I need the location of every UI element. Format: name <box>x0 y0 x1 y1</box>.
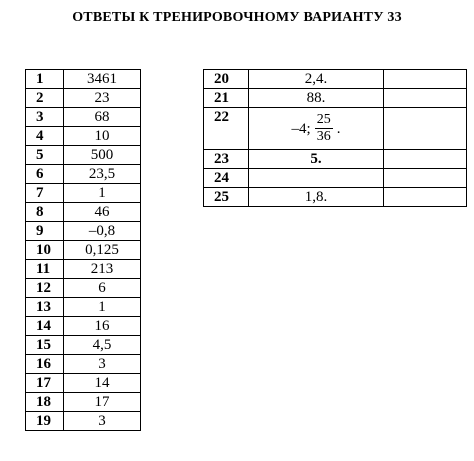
answer-value: 6 <box>64 279 141 298</box>
answer-value: 14 <box>64 374 141 393</box>
table-row <box>26 374 141 393</box>
task-number: 12 <box>26 279 64 298</box>
page-title: ОТВЕТЫ К ТРЕНИРОВОЧНОМУ ВАРИАНТУ 33 <box>72 10 402 25</box>
answer-value: 17 <box>64 393 141 412</box>
task-number: 19 <box>26 412 64 431</box>
answer-value: 23,5 <box>64 165 141 184</box>
answer-value: 1 <box>64 184 141 203</box>
table-row <box>204 70 467 89</box>
table-row <box>26 412 141 431</box>
fraction-numerator: 25 <box>316 112 331 127</box>
answer-value: 16 <box>64 317 141 336</box>
table-row <box>26 146 141 165</box>
table-row <box>26 184 141 203</box>
answer-value: 68 <box>64 108 141 127</box>
answer-value <box>249 169 384 188</box>
table-row <box>26 336 141 355</box>
answer-value: 0,125 <box>64 241 141 260</box>
answer-prefix: –4; <box>291 120 311 137</box>
answer-value: 4,5 <box>64 336 141 355</box>
answer-value: 2,4. <box>249 70 384 89</box>
answer-value: 1,8. <box>249 188 384 207</box>
table-row <box>26 355 141 374</box>
table-row <box>204 108 467 150</box>
answers-table-right <box>203 69 467 207</box>
table-row <box>26 89 141 108</box>
task-number: 25 <box>204 188 249 207</box>
fraction <box>315 112 333 145</box>
task-number: 9 <box>26 222 64 241</box>
table-row <box>26 203 141 222</box>
task-number: 3 <box>26 108 64 127</box>
task-number: 7 <box>26 184 64 203</box>
task-number: 5 <box>26 146 64 165</box>
table-row <box>26 222 141 241</box>
table-row <box>26 108 141 127</box>
table-row <box>26 393 141 412</box>
blank-cell <box>384 188 467 207</box>
task-number: 22 <box>204 108 249 150</box>
task-number: 14 <box>26 317 64 336</box>
answer-value: –0,8 <box>64 222 141 241</box>
table-row <box>26 127 141 146</box>
task-number: 8 <box>26 203 64 222</box>
blank-cell <box>384 108 467 150</box>
task-number: 17 <box>26 374 64 393</box>
answer-value: 1 <box>64 298 141 317</box>
answer-value: 3 <box>64 412 141 431</box>
answer-value: 3 <box>64 355 141 374</box>
answer-value: 88. <box>249 89 384 108</box>
answer-value: 5. <box>249 150 384 169</box>
task-number: 4 <box>26 127 64 146</box>
blank-cell <box>384 169 467 188</box>
fraction-answer <box>292 112 341 145</box>
table-row <box>26 317 141 336</box>
blank-cell <box>384 70 467 89</box>
answers-table-left <box>25 69 141 431</box>
task-number: 6 <box>26 165 64 184</box>
fraction-denominator: 36 <box>316 129 331 144</box>
answer-value: 500 <box>64 146 141 165</box>
answer-suffix: . <box>336 120 341 137</box>
task-number: 2 <box>26 89 64 108</box>
task-number: 18 <box>26 393 64 412</box>
table-row <box>204 169 467 188</box>
answer-value: 46 <box>64 203 141 222</box>
answer-value: 23 <box>64 89 141 108</box>
task-number: 23 <box>204 150 249 169</box>
answer-value <box>249 108 384 150</box>
table-row <box>204 89 467 108</box>
task-number: 10 <box>26 241 64 260</box>
task-number: 1 <box>26 70 64 89</box>
table-row <box>26 241 141 260</box>
blank-cell <box>384 150 467 169</box>
table-row <box>26 165 141 184</box>
table-row <box>26 279 141 298</box>
table-row <box>26 70 141 89</box>
task-number: 13 <box>26 298 64 317</box>
table-row <box>26 298 141 317</box>
table-row <box>26 260 141 279</box>
task-number: 21 <box>204 89 249 108</box>
blank-cell <box>384 89 467 108</box>
task-number: 16 <box>26 355 64 374</box>
answer-value: 213 <box>64 260 141 279</box>
table-row <box>204 150 467 169</box>
answer-value: 10 <box>64 127 141 146</box>
table-row <box>204 188 467 207</box>
task-number: 15 <box>26 336 64 355</box>
answer-value: 3461 <box>64 70 141 89</box>
task-number: 11 <box>26 260 64 279</box>
task-number: 24 <box>204 169 249 188</box>
task-number: 20 <box>204 70 249 89</box>
